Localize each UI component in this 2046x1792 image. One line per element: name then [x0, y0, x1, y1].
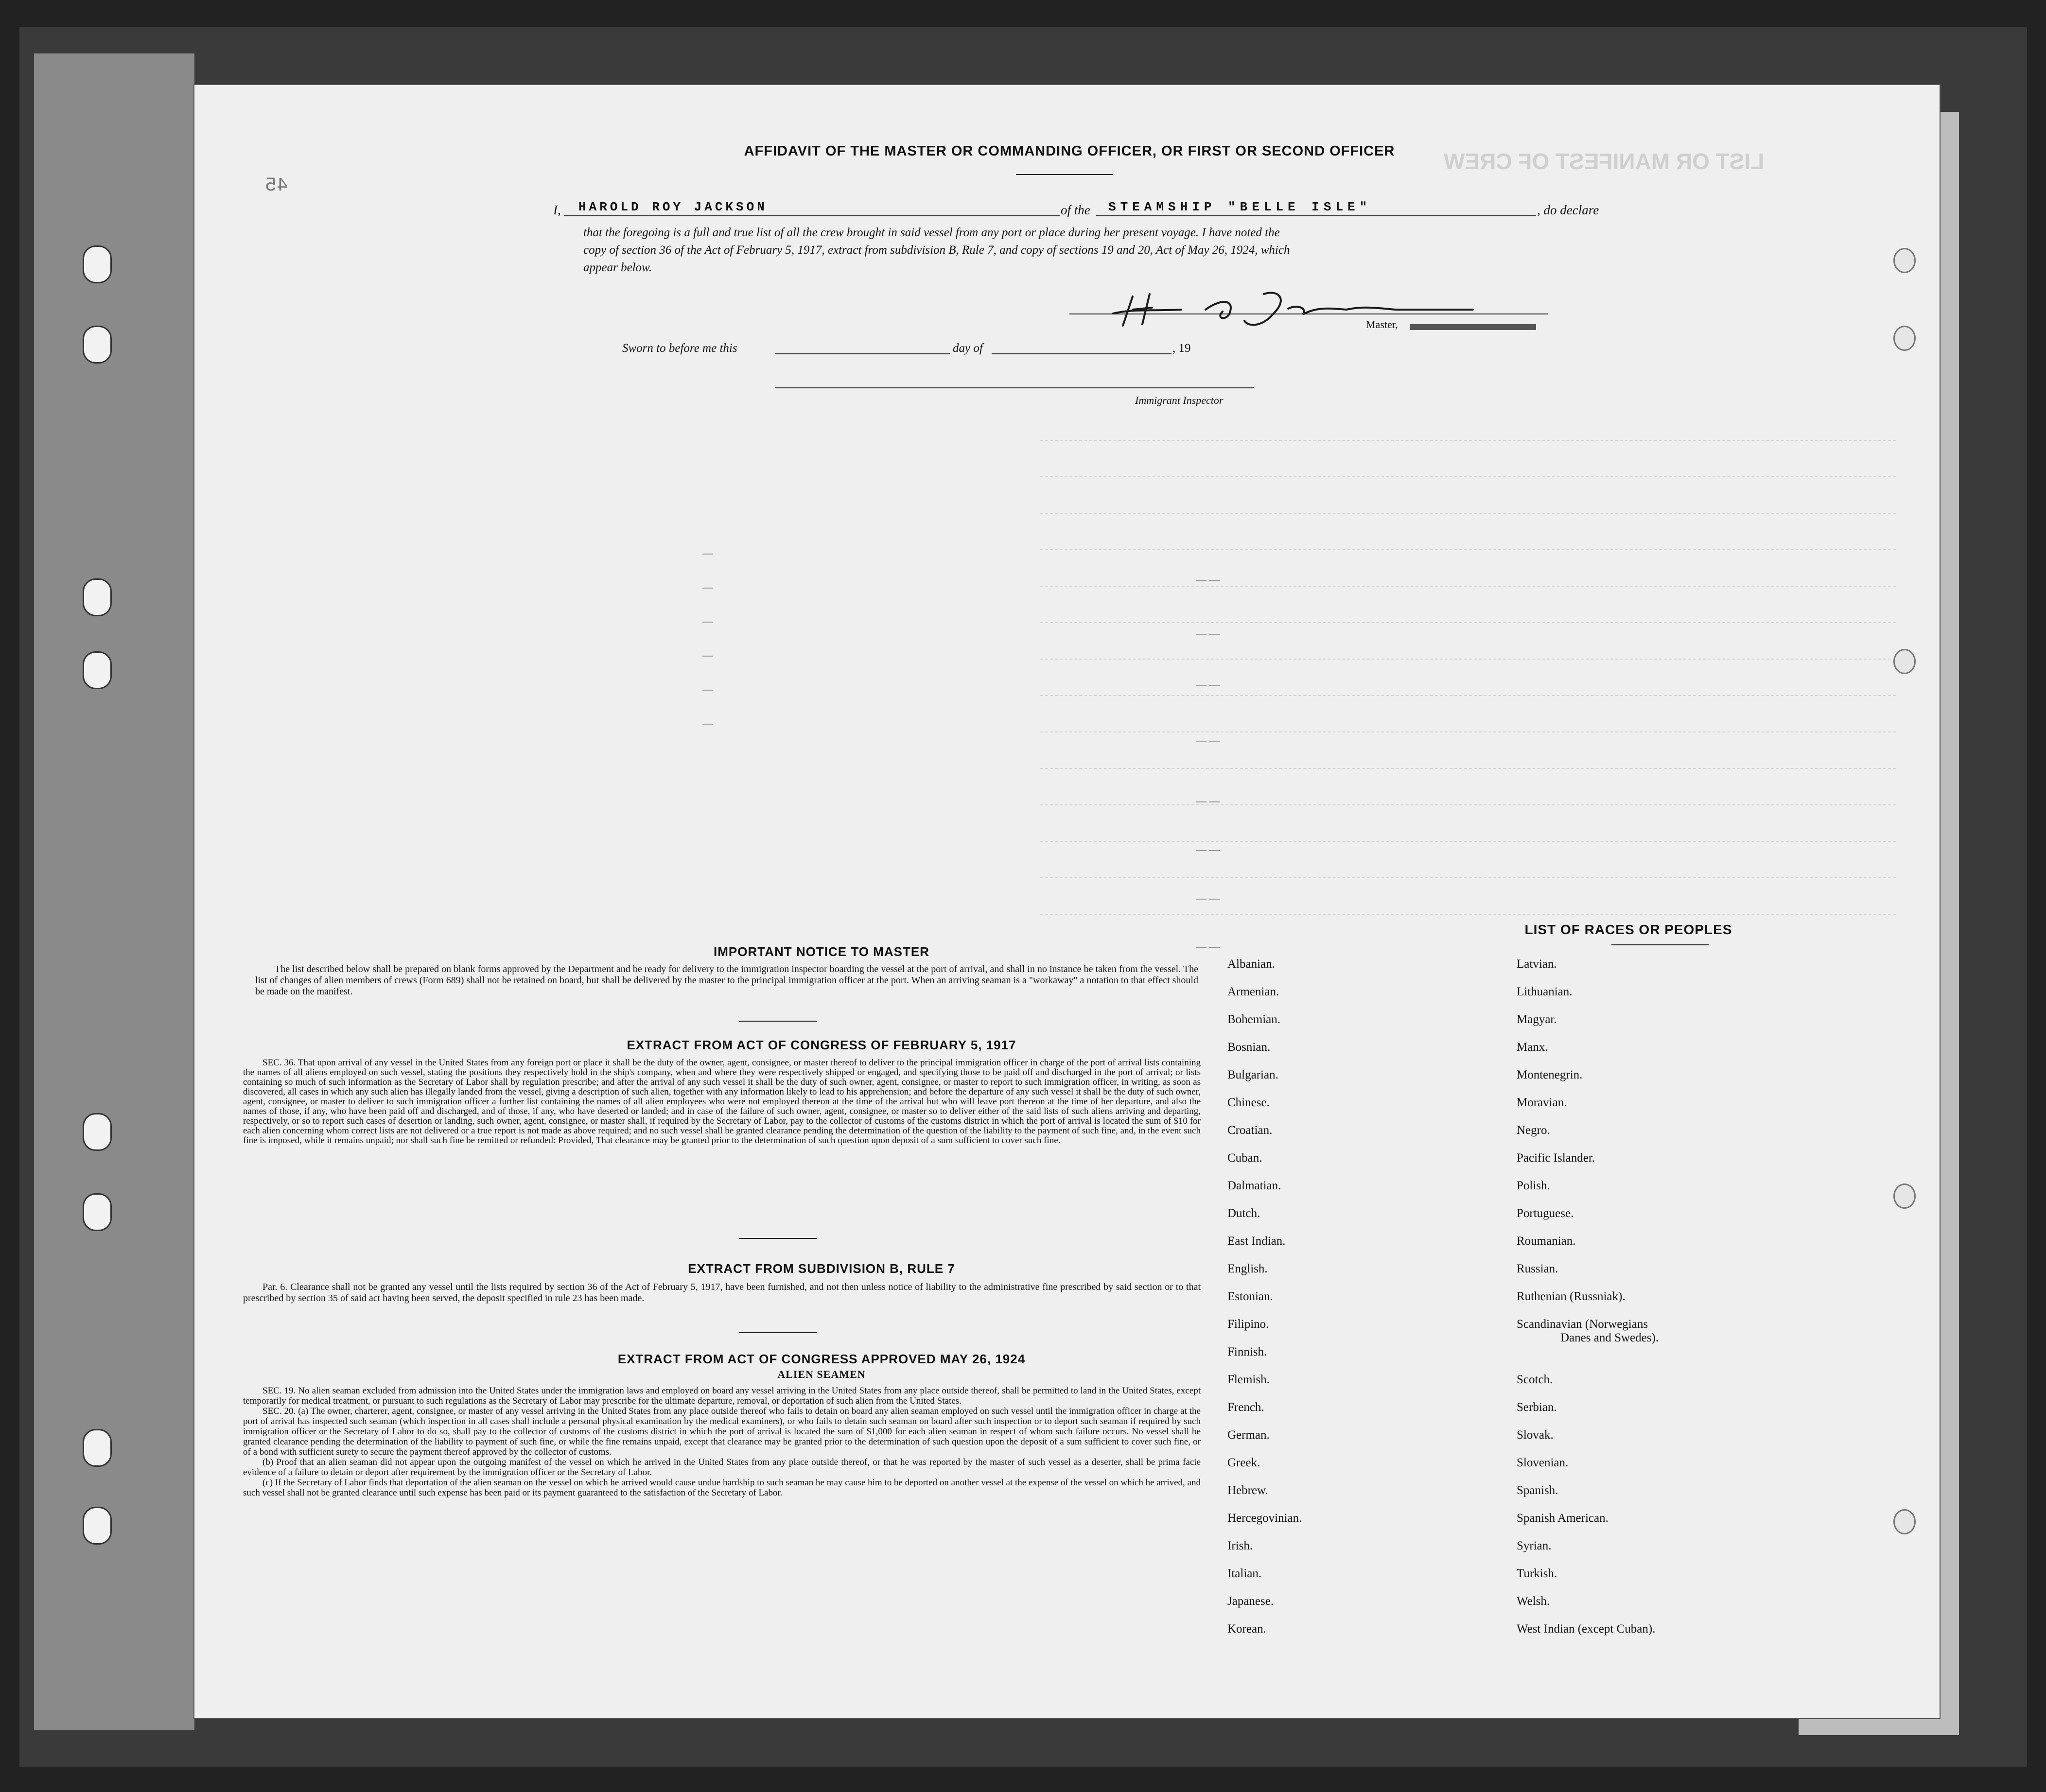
binder-hole	[83, 1193, 112, 1231]
inspector-line	[775, 387, 1254, 388]
rule7-body	[243, 1282, 1201, 1304]
sworn-prefix: Sworn to before me this	[622, 342, 737, 355]
race-item: Flemish.	[1227, 1373, 1270, 1386]
race-item: Estonian.	[1227, 1290, 1273, 1303]
race-item: Japanese.	[1227, 1595, 1274, 1608]
page-number: 45	[265, 175, 289, 197]
bleed-through-row	[1040, 644, 1896, 660]
manifest-page	[194, 85, 1940, 1718]
bleed-through-row	[1040, 899, 1896, 915]
section-20b-text: (b) Proof that an alien seaman did not appear upon the outgoing manifest of the vessel on which he arrived in the United States from any place outside thereof, or that he was reported by the master of such vessel as a deserter, shall be prima facie evidence of a failure to detain or deport after requirement by the immigration officer or the Secretary of Labor.	[243, 1457, 1201, 1478]
column-mark: —	[702, 717, 713, 729]
affidavit-of-the: of the	[1061, 203, 1090, 217]
race-item: Slovak.	[1517, 1428, 1554, 1442]
column-mark: — —	[1196, 940, 1220, 953]
column-mark: — —	[1196, 843, 1220, 855]
officer-name: HAROLD ROY JACKSON	[578, 200, 768, 214]
bleed-through-row	[1040, 535, 1896, 550]
binder-hole	[83, 326, 112, 364]
affidavit-body-line1: that the foregoing is a full and true list of all the crew brought in said vessel from any port or place during her present voyage. I have noted the	[583, 226, 1280, 239]
races-title: LIST OF RACES OR PEOPLES	[1524, 922, 1732, 937]
bleed-through-row	[1040, 790, 1896, 805]
extract-1924-body	[243, 1386, 1201, 1498]
bleed-through-row	[1040, 680, 1896, 696]
race-item: Ruthenian (Russniak).	[1517, 1290, 1626, 1303]
race-item: Finnish.	[1227, 1345, 1267, 1358]
race-item: Bosnian.	[1227, 1041, 1271, 1054]
sworn-day-of: day of	[953, 342, 983, 355]
title-rule	[1016, 174, 1113, 175]
race-item: Dalmatian.	[1227, 1179, 1281, 1192]
race-item: Negro.	[1517, 1124, 1550, 1137]
bleed-through-row	[1040, 717, 1896, 732]
race-item: Spanish.	[1517, 1484, 1558, 1497]
punch-hole	[1893, 649, 1916, 674]
bleed-through-row	[1040, 863, 1896, 878]
extract-1924-title: EXTRACT FROM ACT OF CONGRESS APPROVED MAY 26, 1924	[617, 1352, 1026, 1366]
race-item: Bulgarian.	[1227, 1068, 1278, 1081]
rule7-title: EXTRACT FROM SUBDIVISION B, RULE 7	[688, 1261, 955, 1276]
column-mark: —	[702, 649, 713, 661]
race-item: Montenegrin.	[1517, 1068, 1583, 1081]
column-mark: —	[702, 581, 713, 593]
notice-body	[255, 964, 1198, 997]
race-item: Manx.	[1517, 1041, 1548, 1054]
race-item: Scandinavian (Norwegians	[1517, 1318, 1648, 1331]
race-item: Italian.	[1227, 1567, 1262, 1580]
section-20a-text: SEC. 20. (a) The owner, charterer, agent, consignee, or master of any vessel arriving in the United States from any place outside thereof who fails to detain on board any alien seaman employed on such vessel until the immigration officer in charge at the port of arrival has inspected such seaman (which inspection in all cases shall include a personal physical examination by the medical examiners), or who fails to detain such seaman on board after such inspection or to deport such seaman if required by such immigration officer or the Secretary of Labor to do so, shall pay to the collector of customs of the customs district in which the port of arrival is located the sum of $1,000 for each alien seaman in respect of whom such failure occurs. No vessel shall be granted clearance pending the determination of the liability to payment of such fine, or while the fine remains unpaid, except that clearance may be granted prior to the determination of such question upon the deposit of a sum sufficient to cover such fine, or of a bond with sufficient surety to secure the payment thereof approved by the collector of customs.	[243, 1406, 1201, 1457]
section-rule	[739, 1021, 817, 1022]
vessel-line	[1096, 215, 1536, 216]
sworn-year: , 19	[1172, 342, 1191, 355]
race-item: Bohemian.	[1227, 1013, 1281, 1026]
race-item: Hercegovinian.	[1227, 1512, 1302, 1525]
race-item: Spanish American.	[1517, 1512, 1609, 1525]
affidavit-body-line2: copy of section 36 of the Act of February 5, 1917, extract from subdivision B, Rule 7, and copy of sections 19 and 20, Act of May 26, 1924, which	[583, 244, 1290, 257]
section-rule	[739, 1238, 817, 1239]
rule7-text: Par. 6. Clearance shall not be granted any vessel until the lists required by section 36 of the Act of February 5, 1917, have been furnished, and not then unless notice of liability to the administrative fine prescribed by said section or to that prescribed by section 35 of said act having been served, the deposit specified in rule 23 has been made.	[243, 1282, 1201, 1304]
race-item: German.	[1227, 1428, 1270, 1442]
race-item: Polish.	[1517, 1179, 1550, 1192]
section-36-text: SEC. 36. That upon arrival of any vessel in the United States from any foreign port or place it shall be the duty of the owner, agent, consignee, or master thereof to deliver to the principal immigration officer in charge of the port of arrival lists containing the names of all aliens employed on such vessel, stating the positions they respectively hold in the ship's company, when and where they were respectively shipped or engaged, and specifying those to be paid off and discharged in the port of arrival; or lists containing so much of such information as the Secretary of Labor shall by regulation prescribe; and after the arrival of any such vessel it shall be the duty of such owner, agent, consignee, or master to report to such immigration officer, in writing, as soon as discovered, all cases in which any such alien has illegally landed from the vessel, giving a description of such alien, together with any information likely to lead to his apprehension; and before the departure of any such vessel it shall be the duty of such owner, agent, consignee, or master to deliver to such immigration officer a further list containing the names of all alien employees who were not employed thereon at the time of the arrival but who will leave port thereon at the time of her departure, and also the names of those, if any, who have been paid off and discharged, and of those, if any, who have deserted or landed; and in case of the failure of such owner, agent, consignee, or master so to deliver either of the said lists of such aliens arriving and departing, respectively, or so to report such cases of desertion or landing, such owner, agent, consignee, or master shall, if required by the Secretary of Labor, pay to the collector of customs of the customs district in which the port of arrival is located the sum of $10 for each alien concerning whom correct lists are not delivered or a true report is not made as above required; and no such vessel shall be granted clearance pending the determination of the question of the liability to the payment of such fine, and, in the event such fine is imposed, while it remains unpaid; nor shall such fine be remitted or refunded: Provided, That clearance may be granted prior to the determination of such question upon deposit of a sum sufficient to cover such fine.	[243, 1058, 1201, 1146]
section-20c-text: (c) If the Secretary of Labor finds that deportation of the alien seaman on the vessel on which he arrived would cause undue hardship to such seaman he may cause him to be deported on another vessel at the expense of the vessel on which he arrived, and such vessel shall not be granted clearance until such expense has been paid or its payment guaranteed to the satisfaction of the Secretary of Labor.	[243, 1478, 1201, 1498]
punch-hole	[1893, 326, 1916, 351]
affidavit-body-line3: appear below.	[583, 261, 652, 274]
race-item: Chinese.	[1227, 1096, 1270, 1109]
binder-hole	[83, 1113, 112, 1151]
race-item: Filipino.	[1227, 1318, 1269, 1331]
race-item: Dutch.	[1227, 1207, 1260, 1220]
inspector-label: Immigrant Inspector	[1135, 394, 1224, 406]
binder-hole	[83, 651, 112, 689]
race-item: Cuban.	[1227, 1151, 1262, 1165]
race-item: Moravian.	[1517, 1096, 1567, 1109]
master-label: Master,	[1366, 318, 1398, 331]
race-item: Serbian.	[1517, 1401, 1557, 1414]
bleed-through-row	[1040, 498, 1896, 514]
binder-strip	[34, 53, 194, 1730]
race-item: French.	[1227, 1401, 1264, 1414]
race-item: Turkish.	[1517, 1567, 1557, 1580]
column-mark: —	[702, 683, 713, 695]
column-mark: — —	[1196, 627, 1220, 639]
extract-1924-subtitle: ALIEN SEAMEN	[777, 1368, 866, 1380]
bleed-through-row	[1040, 462, 1896, 477]
bleed-through-row	[1040, 826, 1896, 842]
vessel-name: STEAMSHIP "BELLE ISLE"	[1108, 200, 1372, 214]
section-19-text: SEC. 19. No alien seaman excluded from admission into the United States under the immigration laws and employed on board any vessel arriving in the United States from any place outside thereof, shall be permitted to land in the United States, except temporarily for medical treatment, or pursuant to such regulations as the Secretary of Labor may prescribe for the ultimate departure, removal, or deportation of such alien from the United States.	[243, 1386, 1201, 1406]
race-item: West Indian (except Cuban).	[1517, 1622, 1656, 1635]
name-line	[564, 215, 1060, 216]
struck-title	[1410, 324, 1536, 330]
race-item: Latvian.	[1517, 957, 1557, 971]
race-item: Russian.	[1517, 1262, 1558, 1275]
affidavit-i: I,	[553, 203, 561, 217]
punch-hole	[1893, 248, 1916, 273]
extract-1917-title: EXTRACT FROM ACT OF CONGRESS OF FEBRUARY 5, 1917	[627, 1038, 1016, 1052]
sworn-month-line	[992, 353, 1172, 354]
punch-hole	[1893, 1183, 1916, 1209]
race-item: Lithuanian.	[1517, 985, 1573, 998]
race-item: Pacific Islander.	[1517, 1151, 1595, 1165]
race-item: Armenian.	[1227, 985, 1279, 998]
bleed-through-row	[1040, 425, 1896, 441]
column-mark: — —	[1196, 795, 1220, 807]
race-item: Slovenian.	[1517, 1456, 1569, 1469]
bleed-through-row	[1040, 571, 1896, 587]
race-item: East Indian.	[1227, 1235, 1286, 1248]
bleed-through-row	[1040, 753, 1896, 769]
race-item: Korean.	[1227, 1622, 1266, 1635]
race-item: Greek.	[1227, 1456, 1260, 1469]
bleed-through-row	[1040, 608, 1896, 623]
column-mark: —	[702, 615, 713, 627]
race-item: Scotch.	[1517, 1373, 1553, 1386]
notice-text: The list described below shall be prepared on blank forms approved by the Department and be ready for delivery to the immigration inspector boarding the vessel at the port of arrival, and shall in no instance be taken from the vessel. The list of changes of alien members of crews (Form 689) shall not be retained on board, but shall be delivered by the master to the principal immigration officer at the port. When an arriving seaman is a "workaway" a notation to that effect should be made on the manifest.	[255, 964, 1198, 997]
sworn-day-line	[775, 353, 950, 354]
punch-hole	[1893, 1509, 1916, 1534]
column-mark: — —	[1196, 574, 1220, 586]
column-mark: — —	[1196, 892, 1220, 904]
race-item: Portuguese.	[1517, 1207, 1574, 1220]
binder-hole	[83, 1507, 112, 1545]
race-item: Welsh.	[1517, 1595, 1550, 1608]
race-item: Hebrew.	[1227, 1484, 1268, 1497]
binder-hole	[83, 578, 112, 616]
race-item: Syrian.	[1517, 1539, 1552, 1552]
affidavit-do-declare: , do declare	[1537, 203, 1599, 217]
bleed-through-title: LIST OR MANIFEST OF CREW	[1444, 149, 1765, 174]
binder-hole	[83, 245, 112, 283]
column-mark: — —	[1196, 734, 1220, 746]
affidavit-title: AFFIDAVIT OF THE MASTER OR COMMANDING OFFICER, OR FIRST OR SECOND OFFICER	[744, 143, 1395, 159]
column-mark: — —	[1196, 678, 1220, 690]
race-item: English.	[1227, 1262, 1268, 1275]
race-item: Roumanian.	[1517, 1235, 1576, 1248]
race-item: Magyar.	[1517, 1013, 1557, 1026]
section-rule	[739, 1332, 817, 1333]
race-item-continuation: Danes and Swedes).	[1560, 1331, 1659, 1344]
race-item: Croatian.	[1227, 1124, 1273, 1137]
column-mark: —	[702, 547, 713, 559]
race-item: Irish.	[1227, 1539, 1253, 1552]
extract-1917-body	[243, 1058, 1201, 1146]
notice-title: IMPORTANT NOTICE TO MASTER	[714, 944, 929, 959]
race-item: Albanian.	[1227, 957, 1275, 971]
binder-hole	[83, 1429, 112, 1467]
races-rule	[1611, 944, 1709, 945]
